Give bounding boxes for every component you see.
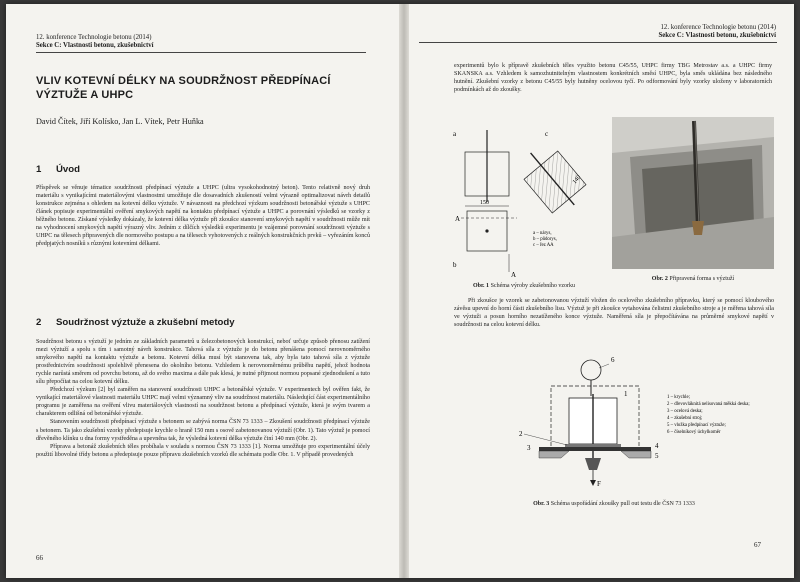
fig1-label-c: c xyxy=(545,130,549,138)
paragraph: experimentů bylo k přípravě zkušebních těles využito betonu C45/55, UHPC firmy TBG Metrostav a.s. a UHPC firmy SKANSKA a.s. Vzhledem k samozhutnitelným vlastnostem konkrétních směsí UHPC, byla směs ukládána bez následného hutnění. Zkušební vzorky z betonu C45/55 byly hutněny ocelovou tyčí. Po odformování byly vzorky uloženy v laboratorních podmínkách až do zkoušky. xyxy=(454,63,772,94)
left-page xyxy=(6,4,399,578)
continued-paragraph xyxy=(454,62,772,94)
intro-paragraph xyxy=(36,184,370,248)
article-authors: David Čítek, Jiří Kolísko, Jan L. Vítek, Petr Huňka xyxy=(36,117,204,126)
fig2-caption-text: Připravená forma s výztuží xyxy=(669,276,735,282)
running-header xyxy=(658,24,776,40)
paragraph: Příprava a betonáž zkušebních těles probíhala v souladu s normou ČSN 73 1333 [1]. Norma umožňuje pro experimentální účely použití libovolné třídy betonu a předepisuje pouze přípravu zkušebních vzorků dle schématu podle Obr. 1. V případě provedených xyxy=(36,443,370,458)
header-section: Sekce C: Vlastnosti betonu, zkušebnictví xyxy=(658,32,776,39)
fig1-plan-bar xyxy=(485,229,488,232)
fig1-legend-line: a – nárys, xyxy=(533,231,552,236)
fig3-legend-line: 5 – vložka předpínací výztuže; xyxy=(667,423,726,428)
fig1-caption xyxy=(449,283,599,289)
fig3-number-5: 5 xyxy=(655,452,659,460)
fig1-caption-label: Obr. 1 xyxy=(472,283,490,289)
fig3-caption xyxy=(449,501,779,507)
right-page xyxy=(409,4,794,578)
fig3-number-3: 3 xyxy=(527,444,531,452)
fig1-dim-150: 150 xyxy=(480,200,489,206)
paragraph: Předchozí výzkum [2] byl zaměřen na stanovení soudržnosti UHPC a betonářské výztuže. V experimentech byl ověřen fakt, že vynikající materiálové vlastnosti materiálu UHPC mají velmi významný vliv na soudržnost materiálu. Následující část experimentálního programu je zaměřena na ověření vlivu materiálových vlastností na soudržnost betonu a předpínací výztuže, která je svým tvarem a charakterem odlišná od betonářské výztuže. xyxy=(36,387,370,418)
fig1-legend-line: b – půdorys, xyxy=(533,237,557,242)
fig3-number-1: 1 xyxy=(624,390,628,398)
fig3-steel-plate xyxy=(539,447,651,451)
fig3-legend-line: 1 – krychle; xyxy=(667,395,690,400)
fig2-caption xyxy=(612,276,774,282)
header-section: Sekce C: Vlastnosti betonu, zkušebnictví xyxy=(36,42,154,49)
fig1-label-a: a xyxy=(453,130,457,138)
intro-text: Příspěvek se věnuje tématice soudržnosti předpínací výztuže a UHPC (ultra vysokohodnotný beton). Tento relativně nový druh materiálu s vynikajícími materiálovými vlastnostmi umožňuje dle dosavadních zkušeností velmi výrazně optimalizovat návrh detailů konstrukce zejména s ohledem na kotevní délku výztuže. V návaznosti na předchozí výzkum soudržnosti betonářské výztuže s UHPC článek popisuje experimentální ověření smykových napětí na kontaktu předpínací výztuže a UHPC a porovnání výsledků se vzorky z běžného betonu. Získané výsledky dokázaly, že kotevní délka výztuže při zkoušce stanovení smykových napětí v soudržnosti může mít na vyhodnocení smykových napětí výrazný vliv. Jedním z dílčích výsledků experimentu je vzájemné porovnání soudržnosti výztuže s UHPC na tělesech připravených dle normového postupu a na tělesech vyhotovených z reálných konstrukčních prvků – vyřezáním konců předpjatých nosníků s různými kotevními délkami. xyxy=(36,185,370,248)
fig3-number-4: 4 xyxy=(655,442,659,450)
fig3-dial-gauge xyxy=(581,360,601,380)
bond-section-body xyxy=(36,338,370,459)
section-title: Úvod xyxy=(56,164,80,175)
fig3-number-6: 6 xyxy=(611,356,615,364)
fig2-caption-label: Obr. 2 xyxy=(651,276,668,282)
test-procedure-paragraph xyxy=(454,297,774,329)
fig3-number-2: 2 xyxy=(519,430,523,438)
article-title: VLIV KOTEVNÍ DÉLKY NA SOUDRŽNOST PŘEDPÍNACÍ VÝZTUŽE A UHPC xyxy=(36,75,331,101)
header-rule xyxy=(419,42,777,43)
header-conference: 12. konference Technologie betonu (2014) xyxy=(36,34,152,41)
fig1-caption-text: Schéma výroby zkušebního vzorku xyxy=(490,283,576,289)
fig2-photo xyxy=(612,117,774,269)
fig3-caption-text: Schéma uspořádání zkoušky pull out testu dle ČSN 73 1333 xyxy=(550,501,695,507)
paragraph: Soudržnost betonu s výztuží je jedním ze základních parametrů u železobetonových konstrukcí, neboť určuje způsob přenosu zatížení mezi výztuží a spolu s tím i samotný návrh konstrukce. Tahová síla z výztuže je do betonu přenášena pomocí nerovnoměrného smykového napětí na kontaktu výztuže a betonu. Kotevní délka musí být stanovena tak, aby byla tato tahová síla z výztuže prostřednictvím soudržnosti spolehlivě přenesena do okolního betonu. Vzhledem k nerovnoměrnému průběhu napětí, jehož hodnota rychle narůstá směrem od povrchu betonu, až do svého maxima a dále pak klesá, je nutné přijmout normou popsané zjednodušení a tuto sílu přepočítat na celou kotevní délku. xyxy=(36,339,370,386)
paragraph: Při zkoušce je vzorek se zabetonovanou výztuží vložen do ocelového zkušebního přípravku, který se pomocí kloubového závěsu upevní do horní části zkušebního lisu. Výztuž je při zkoušce vytahována čelistmi zkušebního stroje a je měřena tahová síla ve výztuži a posun horního nezatíženého konce výztuže. Naměřená síla je přepočítávána na průměrné smykové napětí v soudržnosti na celou kotevní délku. xyxy=(454,298,774,329)
section-heading-bond xyxy=(36,317,235,328)
section-number: 1 xyxy=(36,164,42,175)
fig1-label-A-bottom: A xyxy=(511,271,517,279)
section-number: 2 xyxy=(36,317,42,328)
book-spread xyxy=(6,4,794,578)
fig1-dim-140: 140 xyxy=(571,174,583,186)
fig3-legend-line: 2 – dřevovláknitá nelisovaná měkká deska; xyxy=(667,402,750,407)
section-title: Soudržnost výztuže a zkušební metody xyxy=(56,317,235,328)
fig1-schematic xyxy=(447,122,607,280)
fig3-force-label: F xyxy=(597,480,601,488)
running-header xyxy=(36,34,154,50)
fig1-legend-line: c – řez AA xyxy=(533,243,554,248)
fig3-schematic xyxy=(479,354,750,489)
fig3-legend-line: 3 – ocelová deska; xyxy=(667,409,703,414)
paragraph: Stanovením soudržnosti předpínací výztuže s betonem se zabývá norma ČSN 73 1333 – Zkoušení soudržnosti předpínací výztuže s betonem. Ta jako zkušební vzorky předepisuje krychle o hraně 150 mm s osově zabetonovanou výztuží (Obr. 1). Tato výztuž je pomocí dřevěného klínku u dna formy vystředěna a upevněna tak, že výsledná kotevní délka výztuže činí 140 mm (Obr. 2). xyxy=(36,419,370,442)
header-conference: 12. konference Technologie betonu (2014) xyxy=(660,24,776,31)
book-gutter xyxy=(399,4,409,578)
fig3-legend-line: 6 – číselníkový úchylkoměr xyxy=(667,430,721,435)
header-rule xyxy=(36,52,366,53)
fig3-caption-label: Obr. 3 xyxy=(533,501,550,507)
fig2-photo-drawing xyxy=(612,117,774,269)
fig3-soft-board xyxy=(565,444,621,447)
page-number: 67 xyxy=(754,541,761,549)
fig1-label-b: b xyxy=(453,261,457,269)
page-number: 66 xyxy=(36,554,43,562)
fig3-legend-line: 4 – zkušební stroj; xyxy=(667,416,703,421)
fig1-label-A-top: A xyxy=(455,215,461,223)
section-heading-intro xyxy=(36,164,80,175)
